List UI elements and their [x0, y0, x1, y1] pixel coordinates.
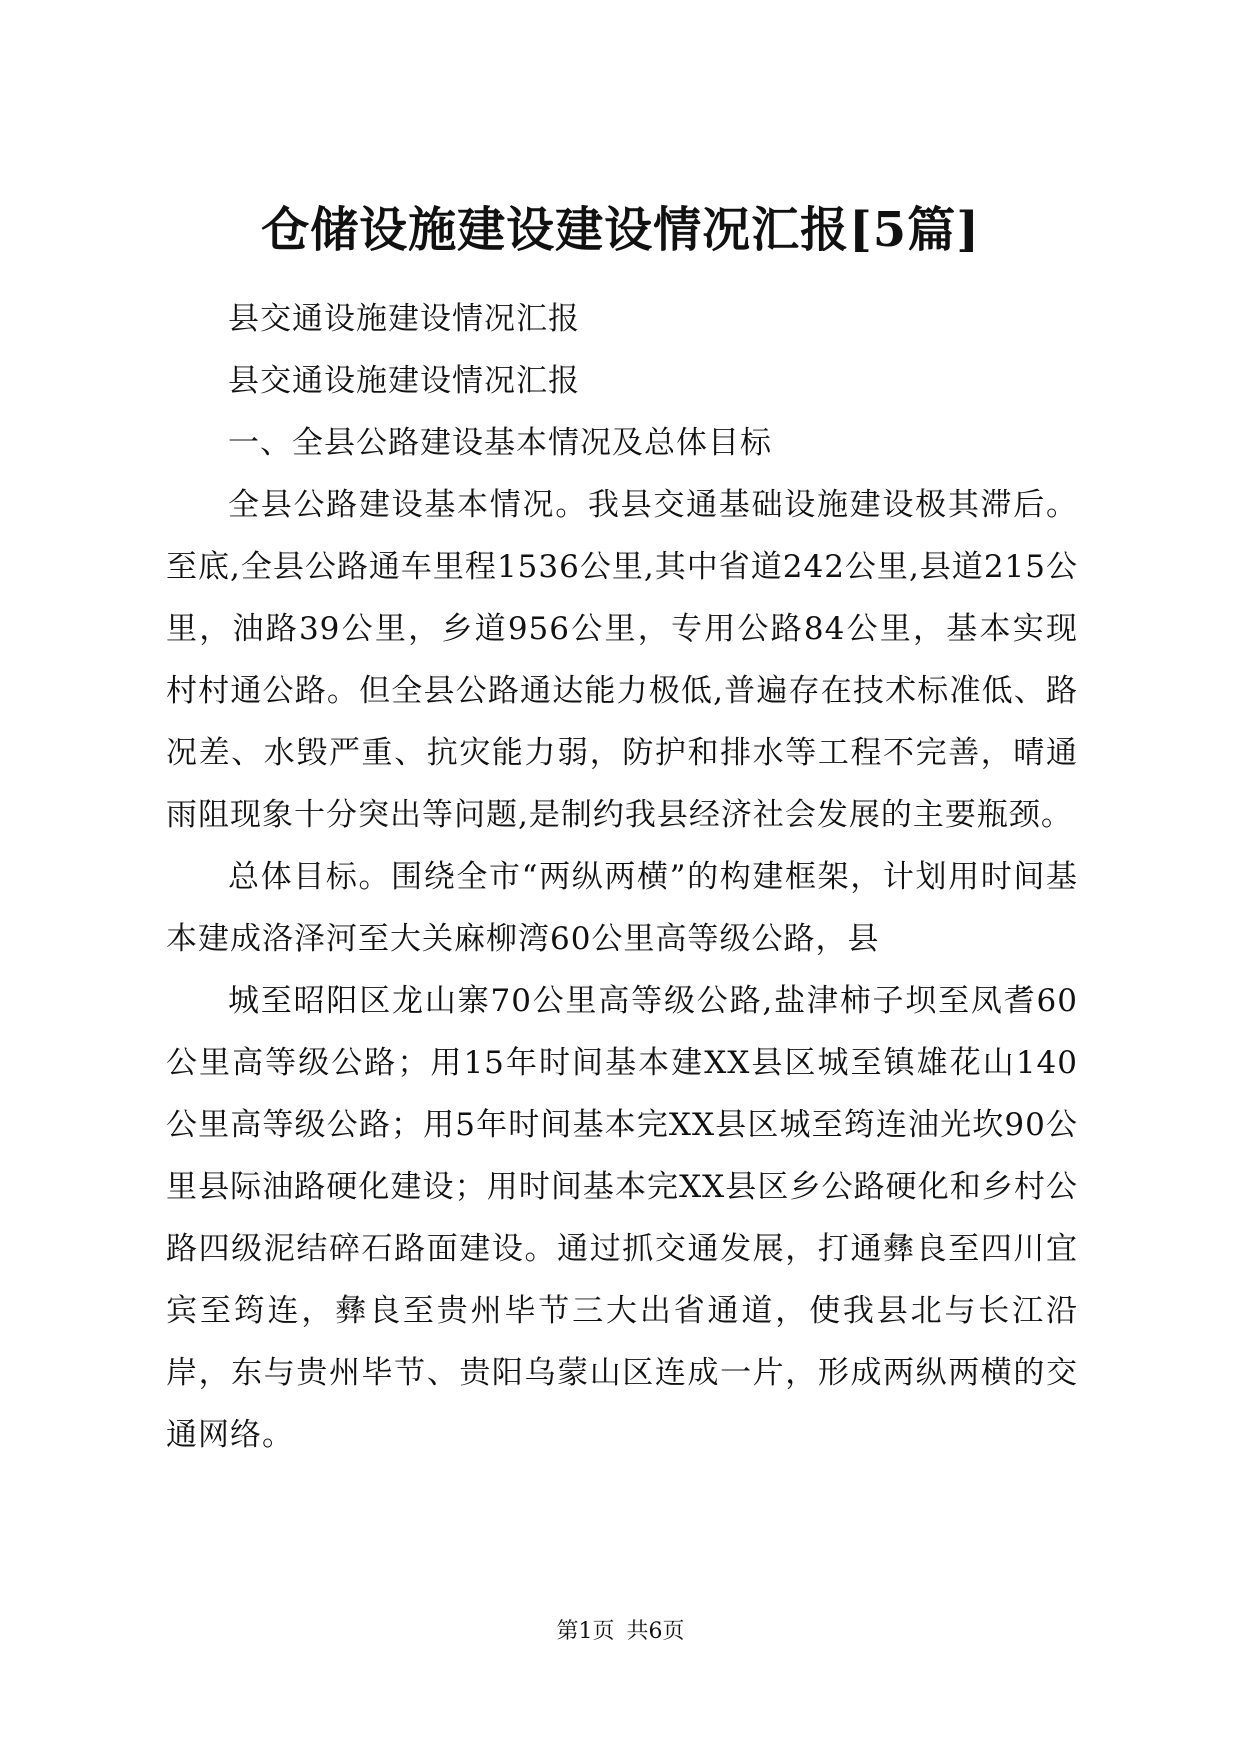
- paragraph-basic-situation: 全县公路建设基本情况。我县交通基础设施建设极其滞后。至底,全县公路通车里程1536公里,其中省道242公里,县道215公里，油路39公里，乡道956公里，专用公路84公里，基本实现村村通公路。但全县公路通达能力极低,普遍存在技术标准低、路况差、水毁严重、抗灾能力弱，防护和排水等工程不完善，晴通雨阻现象十分突出等问题,是制约我县经济社会发展的主要瓶颈。: [166, 487, 1078, 833]
- paragraph-overall-goal: 总体目标。围绕全市“两纵两横”的构建框架，计划用时间基本建成洛泽河至大关麻柳湾60公里高等级公路，县: [166, 859, 1078, 957]
- section-heading: 一、全县公路建设基本情况及总体目标: [228, 425, 772, 461]
- page-total: 共6页: [626, 1619, 685, 1644]
- document-title: 仓储设施建设建设情况汇报[5篇]: [261, 202, 980, 258]
- page-number: 第1页: [556, 1619, 615, 1644]
- document-body: [166, 288, 1078, 1466]
- paragraph-goal-continued: 城至昭阳区龙山寨70公里高等级公路,盐津柿子坝至凤耆60公里高等级公路；用15年时间基本建XX县区城至镇雄花山140公里高等级公路；用5年时间基本完XX县区城至筠连油光坎90公里县际油路硬化建设；用时间基本完XX县区乡公路硬化和乡村公路四级泥结碎石路面建设。通过抓交通发展，打通彝良至四川宜宾至筠连，彝良至贵州毕节三大出省通道，使我县北与长江沿岸，东与贵州毕节、贵阳乌蒙山区连成一片，形成两纵两横的交通网络。: [166, 983, 1078, 1453]
- paragraph-subtitle-2: 县交通设施建设情况汇报: [228, 363, 580, 399]
- paragraph-subtitle-1: 县交通设施建设情况汇报: [228, 301, 580, 337]
- page-footer: [0, 1618, 1241, 1646]
